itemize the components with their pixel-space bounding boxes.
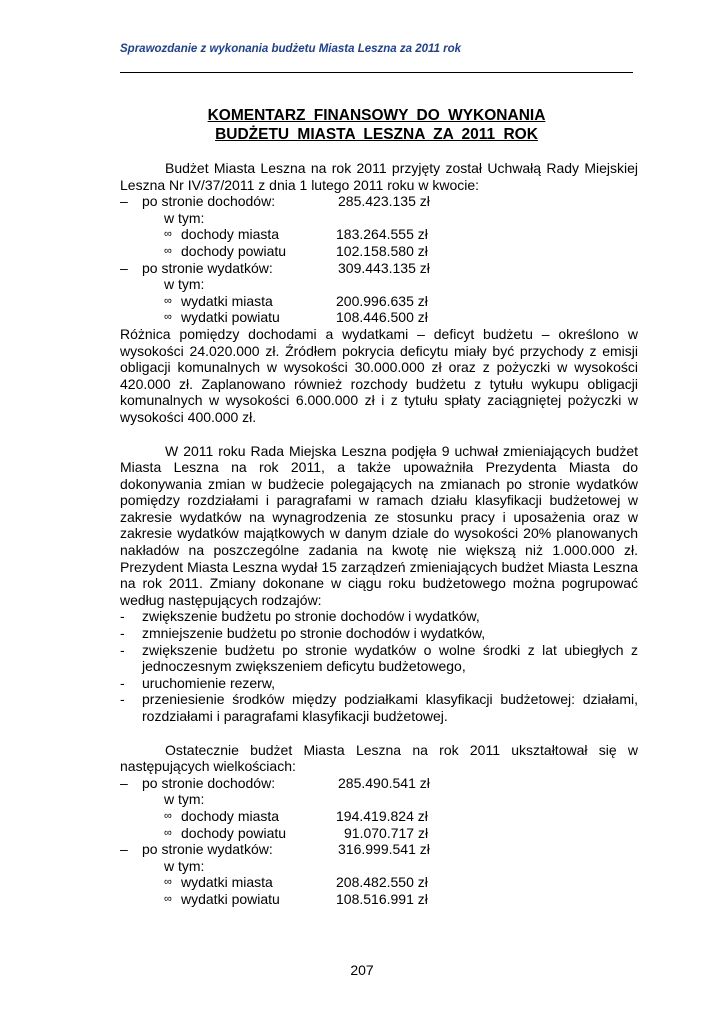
expense-label: po stronie wydatków:	[142, 841, 273, 858]
initial-budget-breakdown	[120, 193, 638, 326]
infinity-bullet-icon: ∞	[164, 826, 172, 839]
infinity-bullet-icon: ∞	[164, 892, 172, 905]
running-header: Sprawozdanie z wykonania budżetu Miasta Leszna za 2011 rok	[120, 43, 462, 55]
wtym-label: w tym:	[164, 209, 205, 226]
final-income-sub-row: ∞ dochody miasta 194.419.824 zł	[164, 807, 428, 824]
document-title	[120, 106, 633, 144]
list-item: - zwiększenie budżetu po stronie dochodów i wydatków,	[120, 608, 480, 625]
initial-income-row	[120, 193, 638, 210]
infinity-bullet-icon: ∞	[164, 294, 172, 307]
expense-value: 309.443.135 zł	[338, 259, 430, 276]
income-label: po stronie dochodów:	[142, 193, 276, 210]
income-value: 285.490.541 zł	[338, 774, 430, 791]
income-label: po stronie dochodów:	[142, 774, 276, 791]
list-item: - przeniesienie środków między podziałkami klasyfikacji budżetowej: działami, rozdziałami i paragrafami klasyfikacji budżetowej.	[120, 691, 638, 724]
final-expense-row	[120, 841, 638, 858]
initial-income-sub-row: ∞ dochody miasta 183.264.555 zł	[164, 226, 428, 243]
wtym-label: w tym:	[164, 276, 205, 293]
initial-income-sub-row: ∞ dochody powiatu 102.158.580 zł	[164, 242, 428, 259]
dash-bullet: –	[120, 259, 128, 276]
document-body	[120, 160, 638, 908]
infinity-bullet-icon: ∞	[164, 876, 172, 889]
final-expense-sub-row: ∞ wydatki miasta 208.482.550 zł	[164, 874, 428, 891]
final-expense-sub-row: ∞ wydatki powiatu 108.516.991 zł	[164, 890, 428, 907]
title-line-2: BUDŻETU MIASTA LESZNA ZA 2011 ROK	[215, 126, 538, 143]
list-item: - zwiększenie budżetu po stronie wydatków o wolne środki z lat ubiegłych z jednoczesnym zwiększeniem deficytu budżetowego,	[120, 641, 638, 675]
infinity-bullet-icon: ∞	[164, 228, 172, 241]
list-item: - uruchomienie rezerw,	[120, 674, 276, 691]
title-line-1: KOMENTARZ FINANSOWY DO WYKONANIA	[207, 107, 546, 124]
initial-expense-sub-row: ∞ wydatki miasta 200.996.635 zł	[164, 292, 428, 309]
final-income-row	[120, 775, 638, 792]
income-value: 285.423.135 zł	[338, 193, 430, 210]
infinity-bullet-icon: ∞	[164, 809, 172, 822]
infinity-bullet-icon: ∞	[164, 244, 172, 257]
initial-expense-row	[120, 260, 638, 277]
wtym-label: w tym:	[164, 791, 205, 808]
intro-paragraph: Budżet Miasta Leszna na rok 2011 przyjęty został Uchwałą Rady Miejskiej Leszna Nr IV/37/2011 z dnia 1 lutego 2011 roku w kwocie:	[120, 160, 638, 193]
final-budget-breakdown	[120, 775, 638, 908]
initial-expense-sub-row: ∞ wydatki powiatu 108.446.500 zł	[164, 309, 428, 326]
expense-label: po stronie wydatków:	[142, 259, 273, 276]
page-number: 207	[350, 962, 374, 978]
dash-bullet: –	[120, 841, 128, 858]
wtym-label: w tym:	[164, 857, 205, 874]
infinity-bullet-icon: ∞	[164, 311, 172, 324]
final-intro-paragraph: Ostatecznie budżet Miasta Leszna na rok 2011 ukształtował się w następujących wielkościach:	[120, 741, 638, 775]
list-item: - zmniejszenie budżetu po stronie dochodów i wydatków,	[120, 625, 486, 642]
dash-bullet: –	[120, 774, 128, 791]
expense-value: 316.999.541 zł	[338, 841, 430, 858]
change-types-list	[120, 608, 638, 724]
deficit-paragraph: Różnica pomiędzy dochodami a wydatkami – deficyt budżetu – określono w wysokości 24.020.000 zł. Źródłem pokrycia deficytu miały być przychody z emisji obligacji komunalnych w wysokości 30.000.000 zł oraz z pożyczki w wysokości 420.000 zł. Zaplanowano również rozchody budżetu z tytułu wykupu obligacji komunalnych w wysokości 6.000.000 zł i z tytułu spłaty zaciągniętej pożyczki w wysokości 400.000 zł.	[120, 325, 638, 425]
header-rule	[120, 72, 633, 73]
dash-bullet: –	[120, 193, 128, 210]
changes-paragraph: W 2011 roku Rada Miejska Leszna podjęła 9 uchwał zmieniających budżet Miasta Leszna na rok 2011, a także upoważniła Prezydenta Miasta do dokonywania zmian w budżecie polegających na zmianach po stronie wydatków pomiędzy rozdziałami i paragrafami w ramach działu klasyfikacji budżetowej w zakresie wydatków na wynagrodzenia ze stosunku pracy i uposażenia oraz w zakresie wydatków majątkowych w danym dziale do wysokości 20% planowanych nakładów na poszczególne zadania na kwotę nie większą niż 1.000.000 zł. Prezydent Miasta Leszna wydał 15 zarządzeń zmieniających budżet Miasta Leszna na rok 2011. Zmiany dokonane w ciągu roku budżetowego można pogrupować według następujących rodzajów:	[120, 442, 638, 608]
final-income-sub-row: ∞ dochody powiatu 91.070.717 zł	[164, 824, 429, 841]
